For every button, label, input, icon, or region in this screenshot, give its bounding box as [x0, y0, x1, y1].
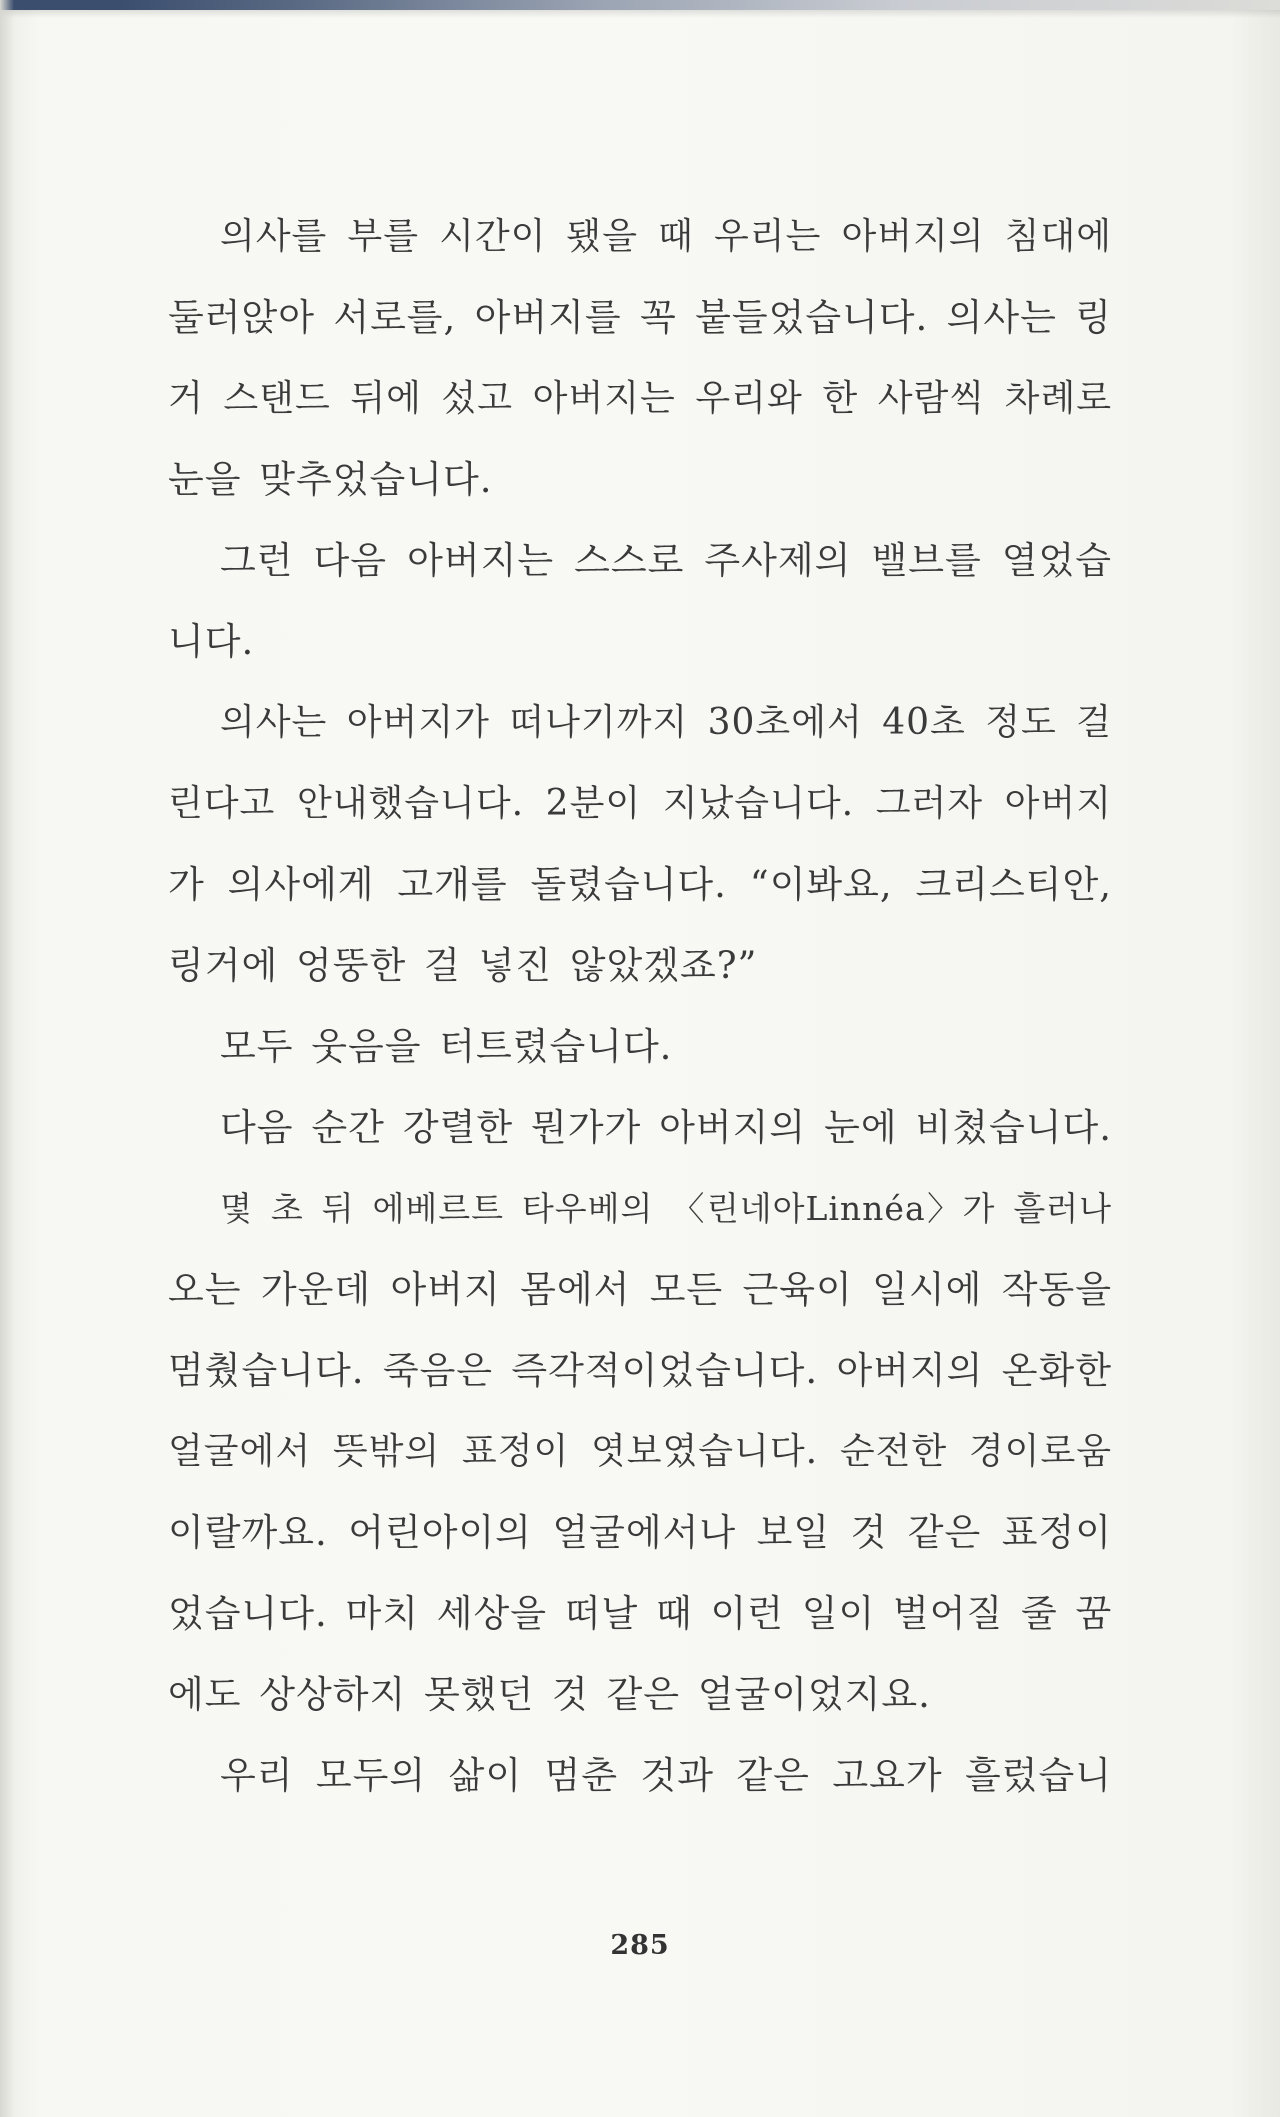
text-line: 니다. [168, 620, 255, 663]
text-line: 멈췄습니다. 죽음은 즉각적이었습니다. 아버지의 온화한 [168, 1349, 1112, 1392]
page-shadow [0, 10, 1280, 18]
text-line: 얼굴에서 뜻밖의 표정이 엿보였습니다. 순전한 경이로움 [168, 1431, 1112, 1472]
text-line: 그런 다음 아버지는 스스로 주사제의 밸브를 열었습 [220, 539, 1112, 582]
text-line: 오는 가운데 아버지 몸에서 모든 근육이 일시에 작동을 [168, 1268, 1112, 1311]
book-cover-edge [0, 0, 1280, 10]
page-number: 285 [610, 1930, 670, 1961]
text-line: 눈을 맞추었습니다. [168, 458, 493, 501]
text-line: 의사는 아버지가 떠나기까지 30초에서 40초 정도 걸 [220, 702, 1112, 743]
text-line: 우리 모두의 삶이 멈춘 것과 같은 고요가 흘렀습니 [220, 1754, 1112, 1797]
text-line: 거 스탠드 뒤에 섰고 아버지는 우리와 한 사람씩 차례로 [168, 378, 1112, 419]
text-line: 가 의사에게 고개를 돌렸습니다. “이봐요, 크리스티안, [168, 863, 1112, 906]
text-line: 의사를 부를 시간이 됐을 때 우리는 아버지의 침대에 [220, 216, 1112, 257]
body-text [168, 196, 1112, 1816]
text-line: 이랄까요. 어린아이의 얼굴에서나 보일 것 같은 표정이 [168, 1511, 1112, 1554]
text-line: 린다고 안내했습니다. 2분이 지났습니다. 그러자 아버지 [168, 783, 1112, 824]
text-line: 모두 웃음을 터트렸습니다. [220, 1025, 673, 1068]
text-line: 다음 순간 강렬한 뭔가가 아버지의 눈에 비쳤습니다. [220, 1106, 1112, 1149]
text-line: 었습니다. 마치 세상을 떠날 때 이런 일이 벌어질 줄 꿈 [168, 1592, 1113, 1635]
page-gutter-shadow [0, 0, 14, 2117]
text-line: 몇 초 뒤 에베르트 타우베의 〈린네아Linnéa〉가 흘러나 [220, 1189, 1112, 1228]
text-line: 둘러앉아 서로를, 아버지를 꼭 붙들었습니다. 의사는 링 [168, 296, 1112, 339]
text-line: 에도 상상하지 못했던 것 같은 얼굴이었지요. [168, 1673, 931, 1716]
text-line: 링거에 엉뚱한 걸 넣진 않았겠죠?” [168, 944, 758, 987]
